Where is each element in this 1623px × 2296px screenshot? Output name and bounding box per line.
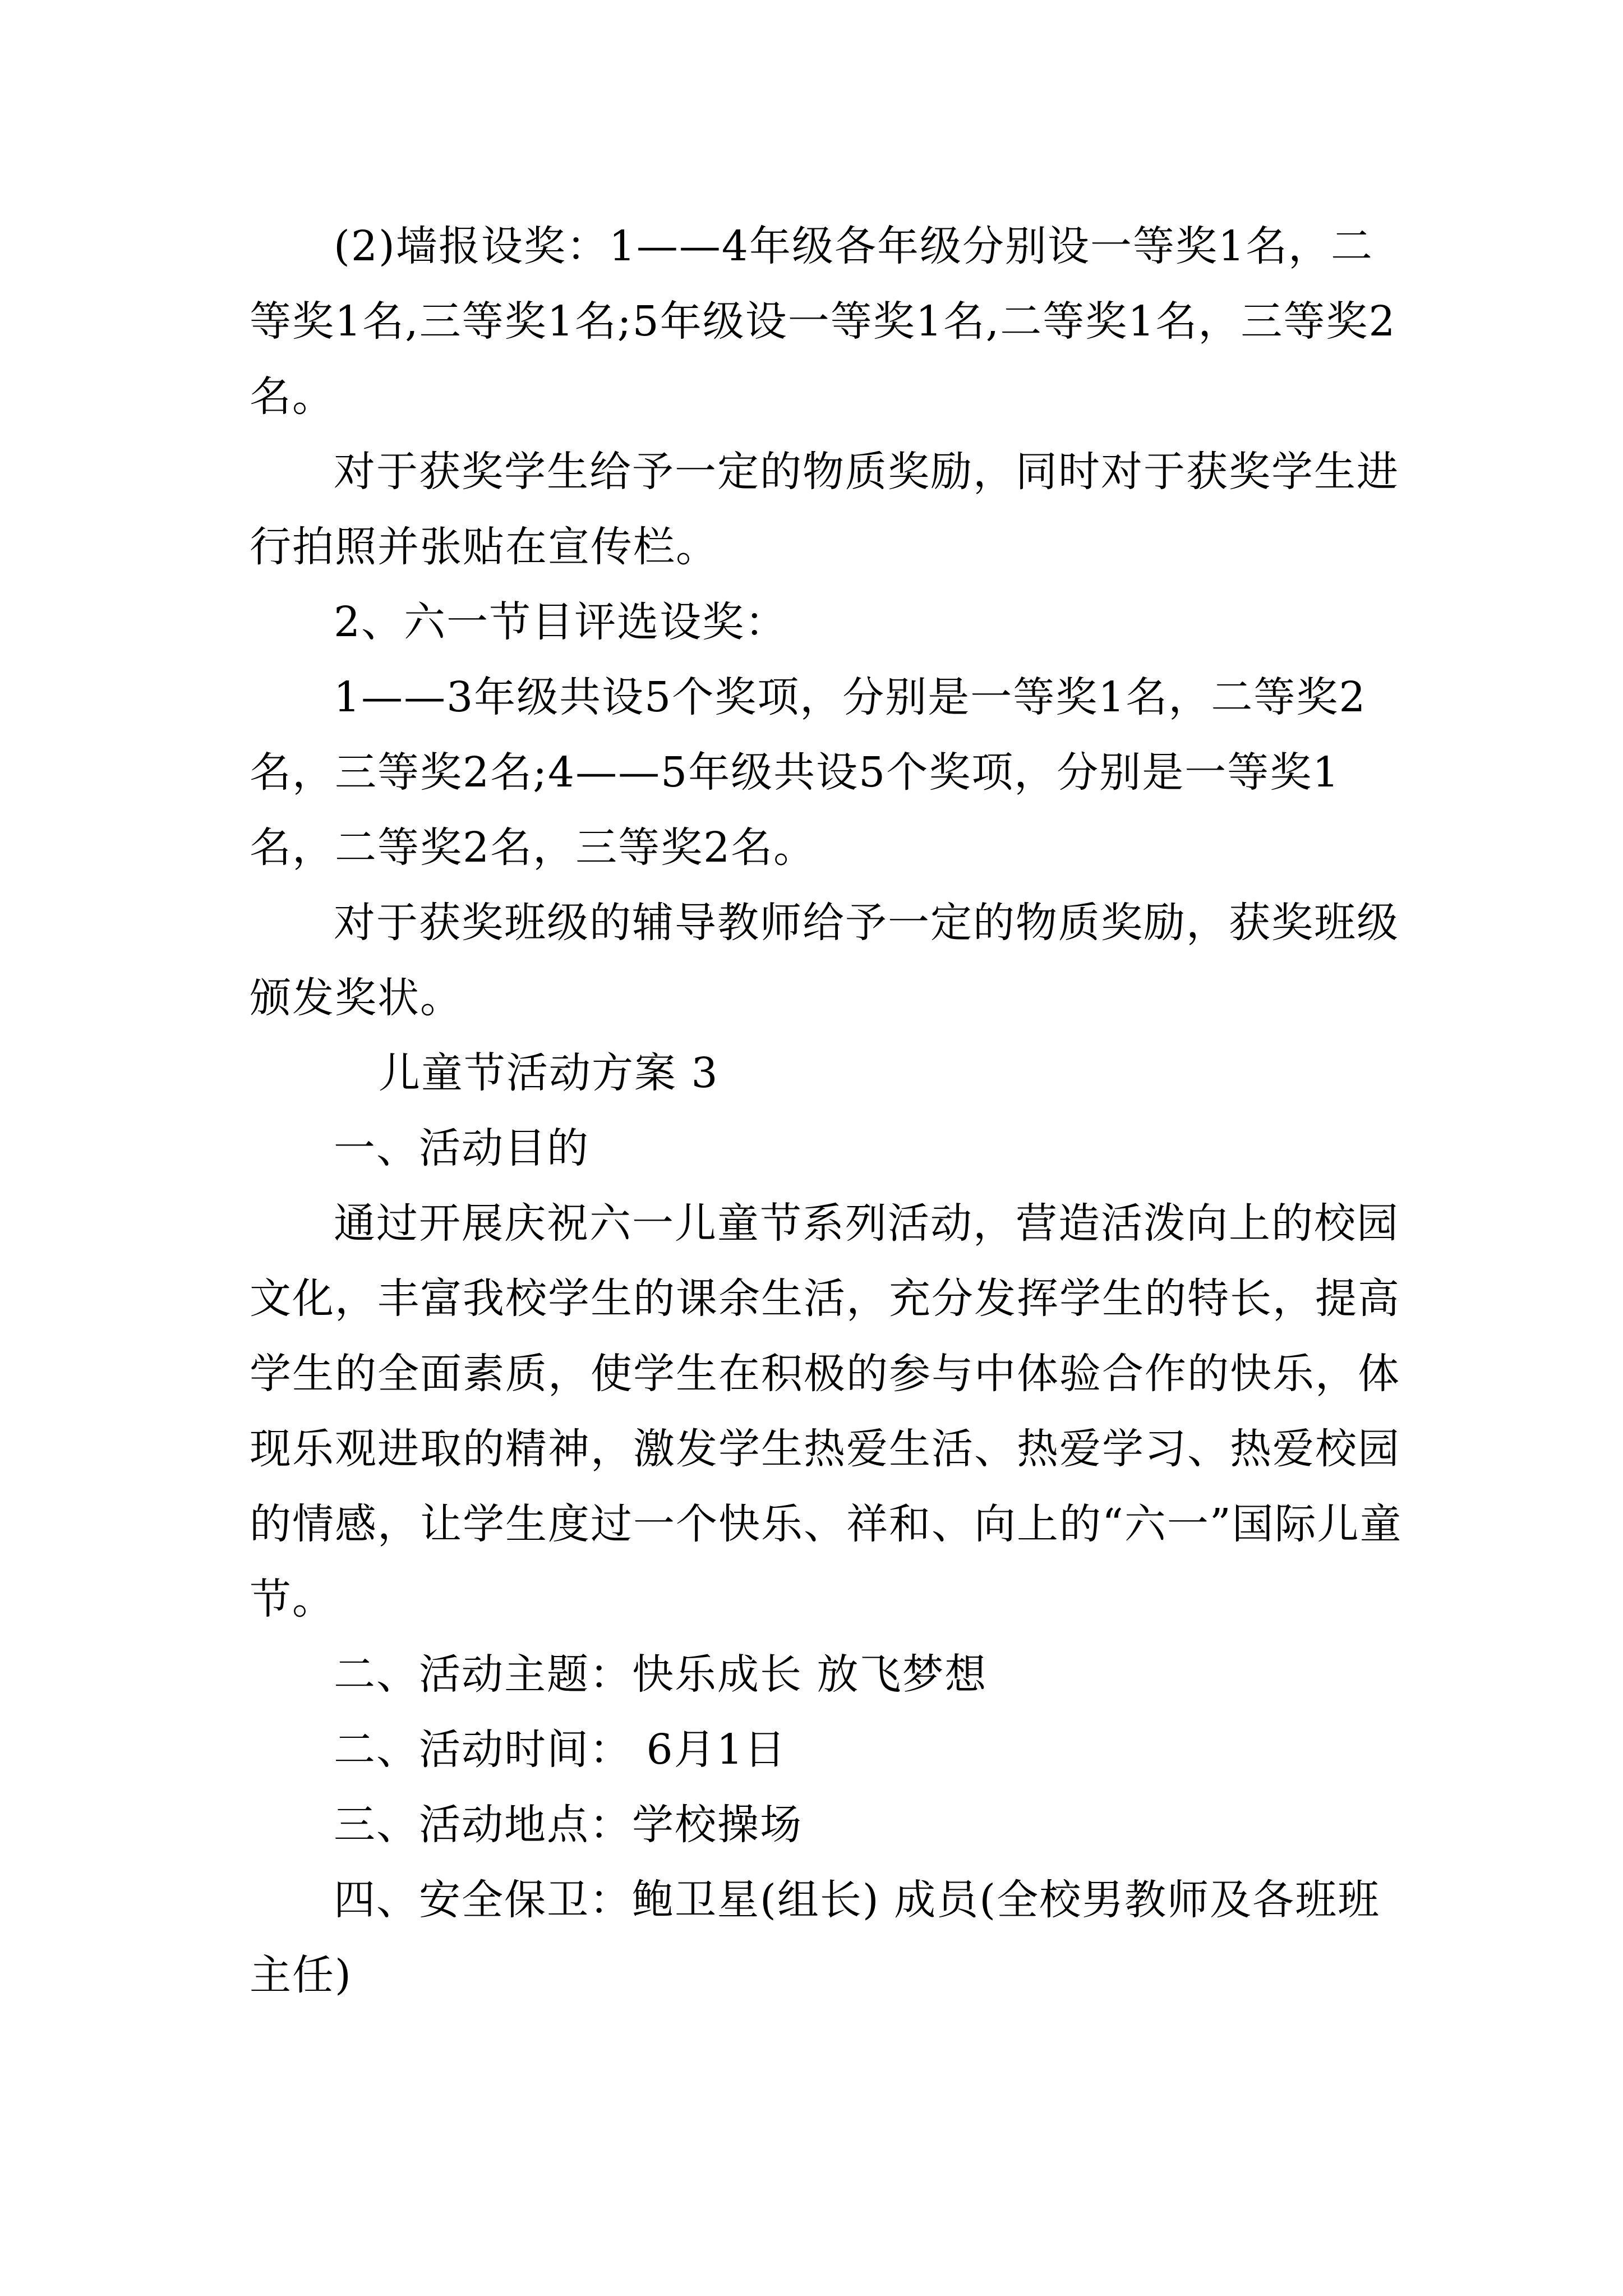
paragraph-purpose-title: 一、活动目的 bbox=[334, 1124, 589, 1172]
paragraph-program-awards-detail: 1——3年级共设5个奖项，分别是一等奖1名，二等奖2名，三等奖2名;4——5年级共设5个奖项，分别是一等奖1名，二等奖2名，三等奖2名。 bbox=[250, 673, 1367, 872]
paragraph-wall-newspaper-awards: (2)墙报设奖：1——4年级各年级分别设一等奖1名，二等奖1名,三等奖1名;5年级设一等奖1名,二等奖1名，三等奖2名。 bbox=[250, 222, 1396, 421]
paragraph-theme: 二、活动主题：快乐成长 放飞梦想 bbox=[334, 1650, 988, 1699]
paragraph-program-awards-title: 2、六一节目评选设奖： bbox=[334, 598, 788, 646]
paragraph-purpose-body: 通过开展庆祝六一儿童节系列活动，营造活泼向上的校园文化，丰富我校学生的课余生活，充分发挥学生的特长，提高学生的全面素质，使学生在积极的参与中体验合作的快乐，体现乐观进取的精神，激发学生热爱生活、热爱学习、热爱校园的情感，让学生度过一个快乐、祥和、向上的“六一”国际儿童节。 bbox=[250, 1199, 1403, 1623]
section-heading-plan-3: 儿童节活动方案 3 bbox=[379, 1049, 719, 1097]
paragraph-student-rewards: 对于获奖学生给予一定的物质奖励，同时对于获奖学生进行拍照并张贴在宣传栏。 bbox=[250, 448, 1399, 571]
paragraph-time: 二、活动时间： 6月1日 bbox=[334, 1726, 787, 1774]
paragraph-location: 三、活动地点：学校操场 bbox=[334, 1801, 803, 1849]
paragraph-class-rewards: 对于获奖班级的辅导教师给予一定的物质奖励，获奖班级颁发奖状。 bbox=[250, 899, 1399, 1022]
paragraph-security: 四、安全保卫：鲍卫星(组长) 成员(全校男教师及各班班主任) bbox=[250, 1876, 1381, 1999]
document-body bbox=[250, 209, 1405, 2013]
